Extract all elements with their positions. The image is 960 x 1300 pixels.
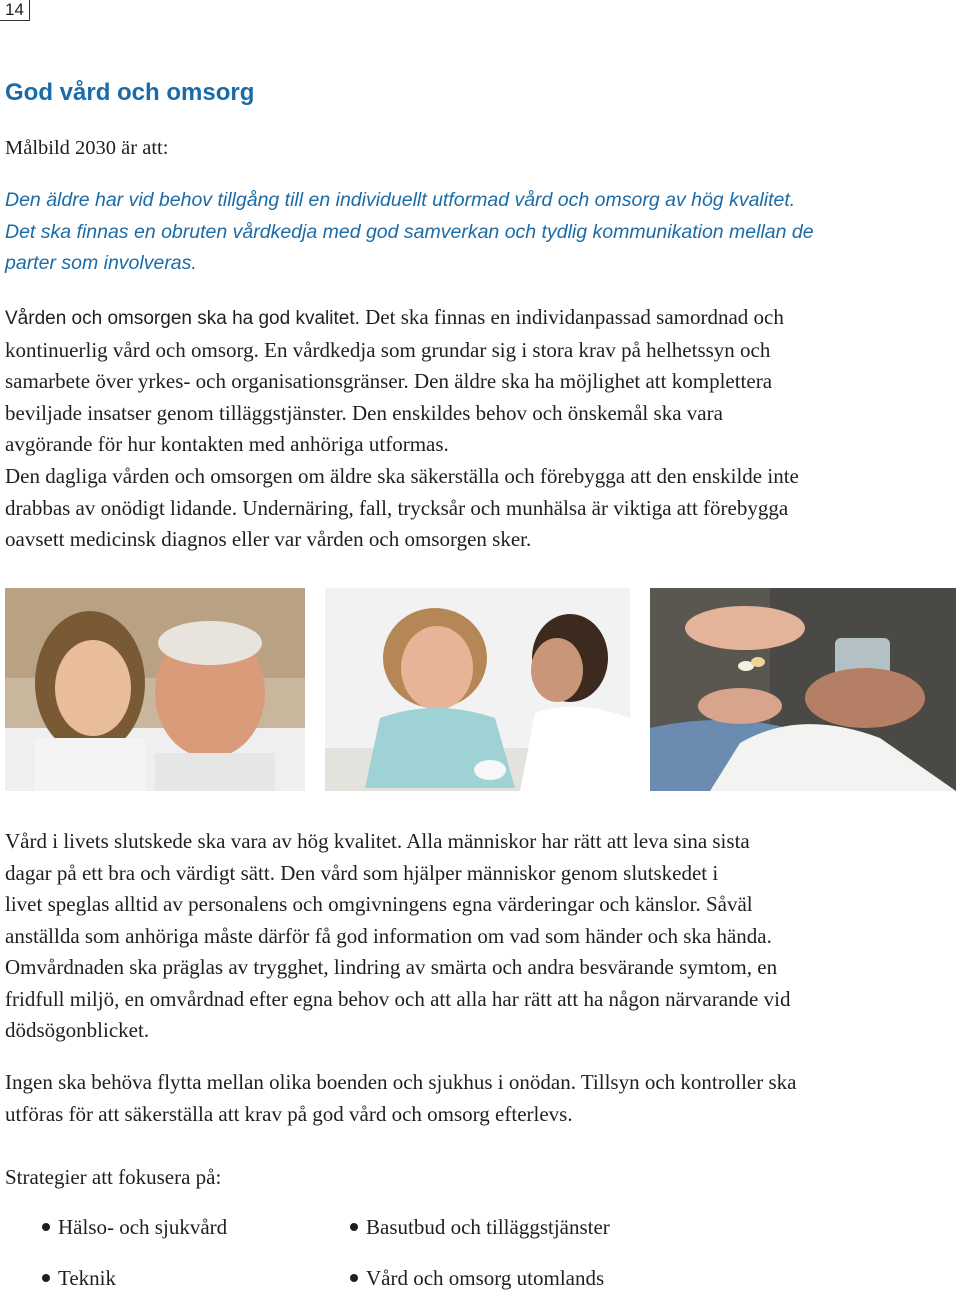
strategy-item — [42, 1215, 227, 1240]
bullet-icon — [42, 1274, 50, 1282]
quality-line: avgörande för hur kontakten med anhöriga utformas. — [5, 432, 449, 457]
end-of-life-line: Omvårdnaden ska präglas av trygghet, lindring av smärta och andra besvärande symtom, en — [5, 955, 778, 979]
quality-line: drabbas av onödigt lidande. Undernäring, fall, trycksår och munhälsa är viktiga att förebygga — [5, 495, 789, 520]
bullet-icon — [350, 1223, 358, 1231]
quality-line: Den dagliga vården och omsorgen om äldre ska säkerställa och förebygga att den enskilde inte — [5, 463, 799, 488]
bullet-icon — [42, 1223, 50, 1231]
moving-line: Ingen ska behöva flytta mellan olika boenden och sjukhus i onödan. Tillsyn och kontroller ska — [5, 1070, 797, 1094]
quality-line: Det ska finnas en individanpassad samordnad och — [359, 305, 784, 329]
page-number: 14 — [0, 0, 30, 21]
moving-line: utföras för att säkerställa att krav på god vård och omsorg efterlevs. — [5, 1101, 573, 1126]
photo-elderly-woman-nurse — [325, 588, 630, 791]
strategies-heading: Strategier att fokusera på: — [5, 1165, 222, 1189]
strategy-label: Hälso- och sjukvård — [58, 1215, 228, 1239]
goal-line: parter som involveras. — [5, 252, 197, 274]
subtitle: Målbild 2030 är att: — [5, 137, 169, 159]
strategy-item — [350, 1215, 610, 1240]
photo-caregiver-elderly-man — [5, 588, 305, 791]
end-of-life-line: Vård i livets slutskede ska vara av hög kvalitet. Alla människor har rätt att leva sina sista — [5, 829, 750, 853]
bullet-icon — [350, 1274, 358, 1282]
quality-line: beviljade insatser genom tilläggstjänster. Den enskildes behov och önskemål ska vara — [5, 400, 723, 425]
end-of-life-line: fridfull miljö, en omvårdnad efter egna behov och att alla har rätt att ha någon närvarande vid — [5, 986, 791, 1011]
quality-line: oavsett medicinsk diagnos eller var vården och omsorgen sker. — [5, 527, 532, 552]
quality-paragraph — [5, 302, 950, 556]
end-of-life-line: anställda som anhöriga måste därför få god information om vad som händer och ska hända. — [5, 923, 772, 948]
strategy-label: Vård och omsorg utomlands — [366, 1266, 605, 1290]
quality-intro: Vården och omsorgen ska ha god kvalitet. — [5, 308, 360, 329]
photo-medication-water — [650, 588, 956, 791]
goal-line: Det ska finnas en obruten vårdkedja med god samverkan och tydlig kommunikation mellan de — [5, 220, 814, 243]
strategy-label: Teknik — [58, 1266, 117, 1290]
strategy-label: Basutbud och tilläggstjänster — [366, 1215, 610, 1239]
page-title: God vård och omsorg — [5, 79, 255, 106]
quality-line: samarbete över yrkes- och organisationsgränser. Den äldre ska ha möjlighet att komplettera — [5, 369, 773, 394]
end-of-life-line: livet speglas alltid av personalens och omgivningens egna värderingar och känslor. Såväl — [5, 892, 753, 916]
quality-line: kontinuerlig vård och omsorg. En vårdkedja som grundar sig i stora krav på helhetssyn och — [5, 337, 771, 362]
end-of-life-line: dagar på ett bra och värdigt sätt. Den vård som hjälper människor genom slutskedet i — [5, 860, 719, 885]
end-of-life-line: dödsögonblicket. — [5, 1018, 150, 1042]
strategy-item — [350, 1266, 604, 1291]
goal-statement — [5, 185, 950, 280]
end-of-life-paragraph — [5, 826, 950, 1047]
strategy-item — [42, 1266, 116, 1291]
goal-line: Den äldre har vid behov tillgång till en individuellt utformad vård och omsorg av hög kvalitet. — [5, 189, 796, 211]
moving-paragraph — [5, 1067, 950, 1130]
